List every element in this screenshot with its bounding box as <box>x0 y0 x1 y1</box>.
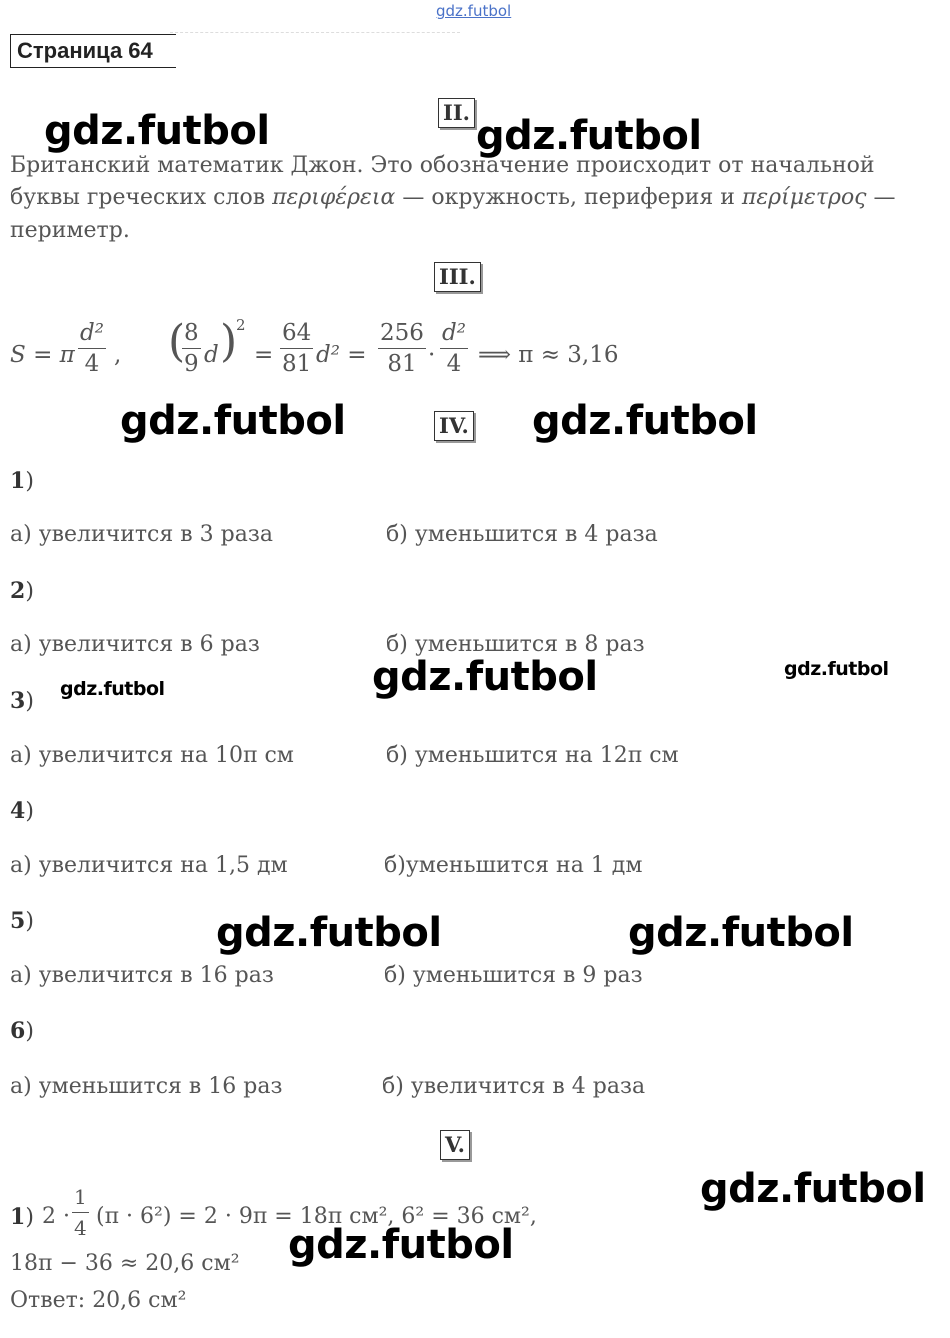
s2-line1: Британский математик Джон. Это обозначение происходит от начальной <box>10 153 875 178</box>
watermark: gdz.futbol <box>628 910 854 956</box>
s2-line2: буквы греческих слов περιφέρεια — окружность, периферия и περίμετρος — <box>10 185 896 210</box>
option-a: а) увеличится на 1,5 дм <box>10 853 288 878</box>
option-a: а) увеличится в 3 раза <box>10 522 273 547</box>
section-heading-2: II. <box>438 98 475 128</box>
page-label: Страница 64 <box>10 34 176 68</box>
s5-answer: Ответ: 20,6 см² <box>10 1288 187 1313</box>
watermark: gdz.futbol <box>120 398 346 444</box>
option-b: б) уменьшится в 9 раз <box>384 963 643 988</box>
option-b: б) уменьшится на 12π см <box>386 743 679 768</box>
section-heading-3: III. <box>434 262 481 292</box>
watermark: gdz.futbol <box>216 910 442 956</box>
option-b: б) увеличится в 4 раза <box>382 1074 646 1099</box>
watermark-link-top[interactable]: gdz.futbol <box>436 2 512 20</box>
watermark: gdz.futbol <box>476 113 702 159</box>
watermark: gdz.futbol <box>784 658 889 680</box>
watermark: gdz.futbol <box>60 678 165 700</box>
option-b: б) уменьшится в 4 раза <box>386 522 658 547</box>
watermark: gdz.futbol <box>44 108 270 154</box>
watermark: gdz.futbol <box>288 1222 514 1268</box>
option-a: а) увеличится на 10π см <box>10 743 294 768</box>
section-heading-5: V. <box>440 1130 470 1160</box>
option-a: а) увеличится в 16 раз <box>10 963 274 988</box>
section-heading-4: IV. <box>434 411 474 441</box>
watermark: gdz.futbol <box>700 1166 926 1212</box>
watermark: gdz.futbol <box>532 398 758 444</box>
s2-line3: периметр. <box>10 218 130 243</box>
watermark: gdz.futbol <box>372 654 598 700</box>
option-b: б)уменьшится на 1 дм <box>384 853 643 878</box>
option-a: а) увеличится в 6 раз <box>10 632 260 657</box>
top-divider <box>170 32 460 33</box>
option-b: б) уменьшится в 8 раз <box>386 632 645 657</box>
s5-line2: 18π − 36 ≈ 20,6 см² <box>10 1251 240 1276</box>
option-a: а) уменьшится в 16 раз <box>10 1074 283 1099</box>
